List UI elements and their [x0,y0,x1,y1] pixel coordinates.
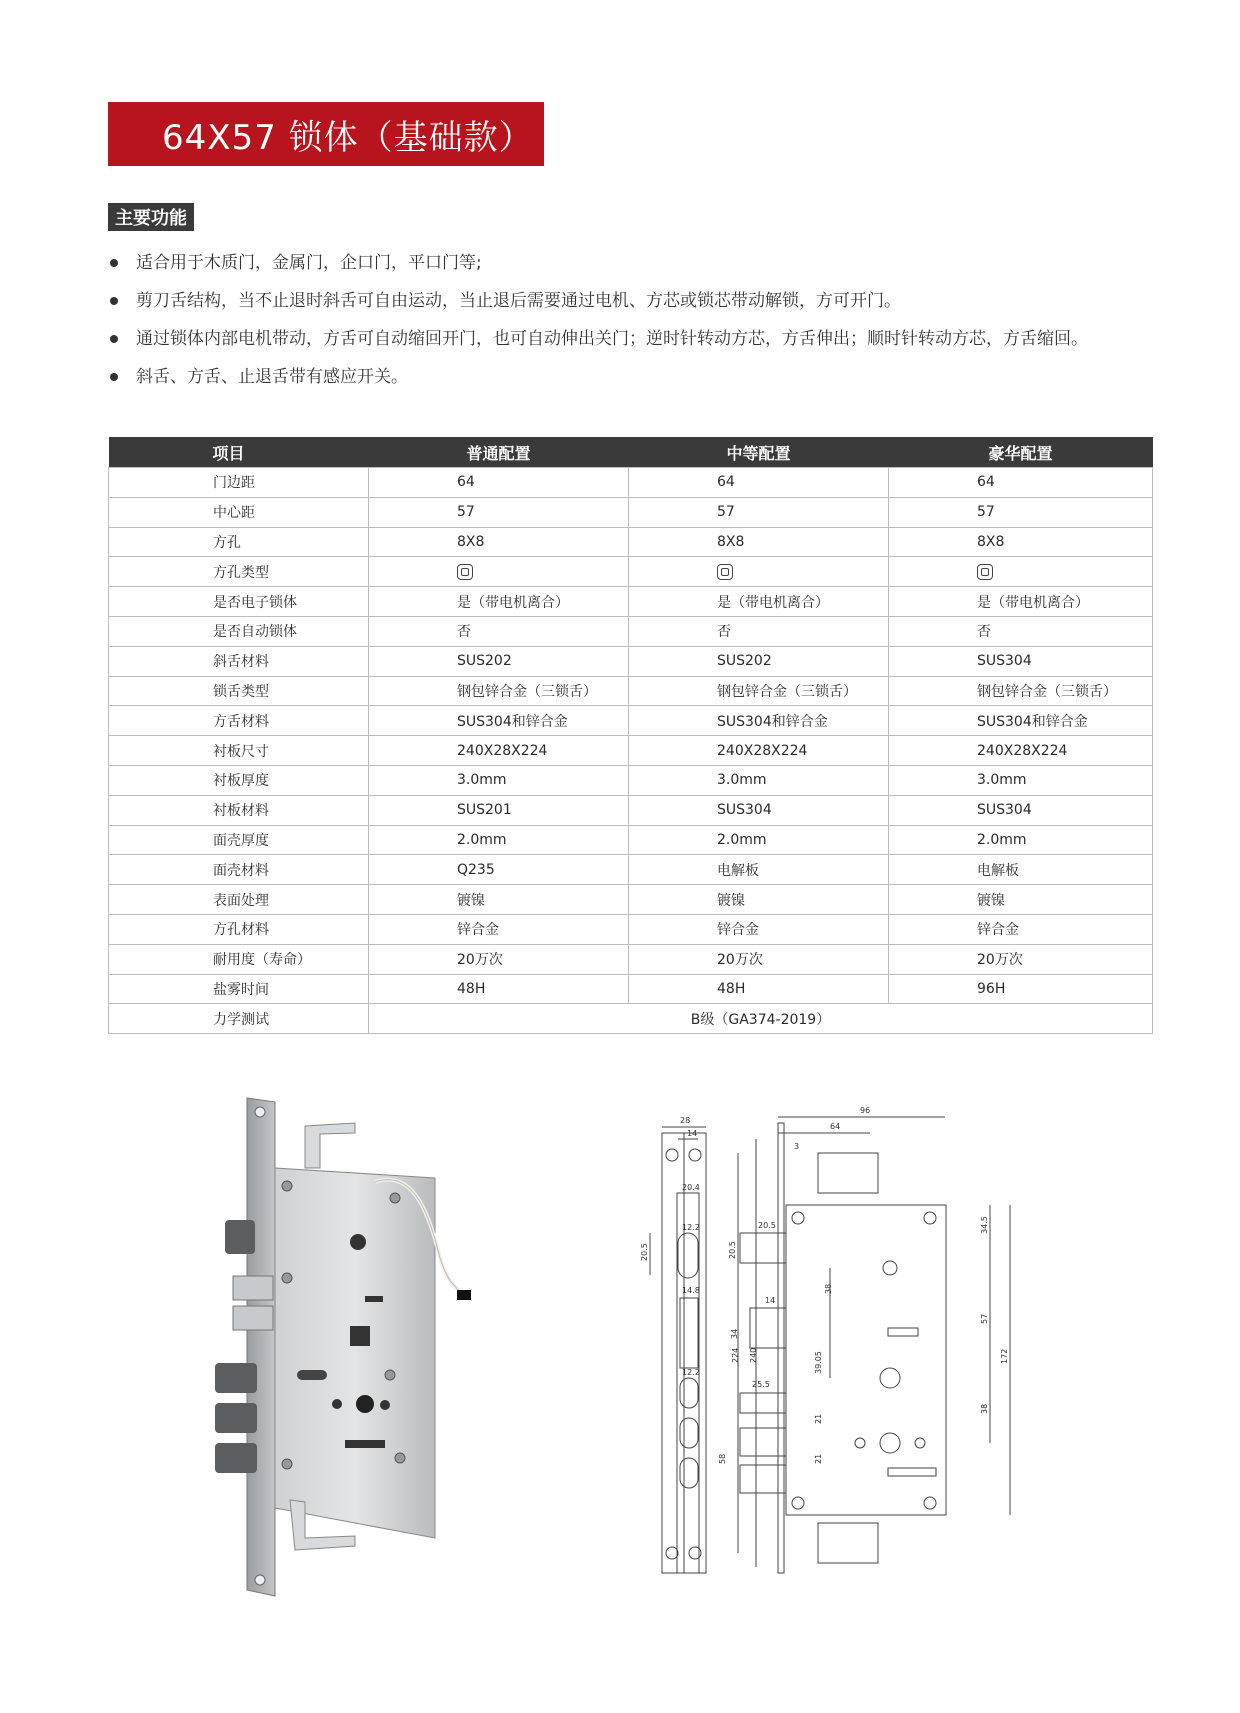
svg-text:3: 3 [794,1142,800,1151]
table-row [109,795,1153,825]
table-row [109,587,1153,617]
table-cell: 8X8 [629,527,889,557]
svg-text:14: 14 [687,1129,698,1138]
table-row [109,944,1153,974]
row-label: 衬板厚度 [109,765,369,795]
table-cell: 3.0mm [889,765,1153,795]
table-cell: 240X28X224 [369,736,629,766]
table-cell: 8X8 [369,527,629,557]
bullet-icon [110,259,118,267]
table-cell [369,557,629,587]
feature-text: 剪刀舌结构，当不止退时斜舌可自由运动，当止退后需要通过电机、方芯或锁芯带动解锁，方可开门。 [136,291,901,311]
table-body [109,468,1153,1034]
table-cell: 2.0mm [629,825,889,855]
table-cell: SUS304和锌合金 [369,706,629,736]
svg-text:12.2: 12.2 [682,1368,700,1377]
row-label: 斜舌材料 [109,646,369,676]
table-row [109,557,1153,587]
table-cell: SUS304和锌合金 [629,706,889,736]
list-item [108,250,1088,288]
table-cell: 电解板 [889,855,1153,885]
table-cell: 镀镍 [629,885,889,915]
table-cell: 是（带电机离合） [889,587,1153,617]
square-hole-icon [977,564,993,580]
row-label: 面壳厚度 [109,825,369,855]
bullet-icon [110,335,118,343]
square-hole-icon [457,564,473,580]
row-label: 方孔类型 [109,557,369,587]
table-cell: 20万次 [629,944,889,974]
list-item [108,288,1088,326]
table-row [109,527,1153,557]
table-cell: 否 [369,616,629,646]
svg-text:21: 21 [814,1453,823,1464]
table-cell: 电解板 [629,855,889,885]
table-cell [889,557,1153,587]
table-cell: 2.0mm [369,825,629,855]
table-cell: 20万次 [889,944,1153,974]
table-row [109,765,1153,795]
svg-text:12.2: 12.2 [682,1223,700,1232]
table-cell: 镀镍 [889,885,1153,915]
table-cell: SUS304 [889,795,1153,825]
row-label: 中心距 [109,497,369,527]
svg-text:57: 57 [980,1313,989,1324]
row-label: 表面处理 [109,885,369,915]
table-cell: SUS304 [629,795,889,825]
table-cell: 是（带电机离合） [629,587,889,617]
table-row [109,825,1153,855]
row-label: 面壳材料 [109,855,369,885]
table-row [109,706,1153,736]
table-header-row [109,437,1153,468]
square-hole-icon [717,564,733,580]
feature-list [108,250,1088,402]
table-cell: 锌合金 [889,914,1153,944]
row-label: 方孔材料 [109,914,369,944]
table-cell: 钢包锌合金（三锁舌） [629,676,889,706]
table-cell: 钢包锌合金（三锁舌） [369,676,629,706]
feature-text: 斜舌、方舌、止退舌带有感应开关。 [136,367,408,387]
table-cell: 镀镍 [369,885,629,915]
svg-text:38: 38 [824,1283,833,1294]
table-cell: 3.0mm [629,765,889,795]
table-row [109,468,1153,498]
table-cell: B级（GA374-2019） [369,1004,1153,1034]
svg-text:20.4: 20.4 [682,1183,700,1192]
table-cell: 8X8 [889,527,1153,557]
table-cell: SUS304和锌合金 [889,706,1153,736]
table-cell: 钢包锌合金（三锁舌） [889,676,1153,706]
table-cell: 64 [629,468,889,498]
table-cell: 是（带电机离合） [369,587,629,617]
table-cell: 否 [889,616,1153,646]
table-row [109,885,1153,915]
feature-text: 通过锁体内部电机带动，方舌可自动缩回开门，也可自动伸出关门；逆时针转动方芯，方舌伸出；顺时针转动方芯，方舌缩回。 [136,329,1088,349]
row-label: 衬板尺寸 [109,736,369,766]
table-cell: 48H [629,974,889,1004]
table-cell: SUS202 [629,646,889,676]
svg-text:20.5: 20.5 [728,1241,737,1259]
table-row [109,646,1153,676]
row-label: 盐雾时间 [109,974,369,1004]
table-cell: 64 [889,468,1153,498]
table-cell: SUS202 [369,646,629,676]
table-cell: 48H [369,974,629,1004]
list-item [108,326,1088,364]
svg-text:14.8: 14.8 [682,1286,700,1295]
bullet-icon [110,373,118,381]
table-row [109,1004,1153,1034]
table-cell: SUS304 [889,646,1153,676]
table-cell: 240X28X224 [889,736,1153,766]
feature-text: 适合用于木质门，金属门，企口门，平口门等; [136,253,482,273]
svg-text:96: 96 [860,1106,871,1115]
column-header: 普通配置 [369,437,629,468]
column-header: 豪华配置 [889,437,1153,468]
table-row [109,914,1153,944]
table-cell: 3.0mm [369,765,629,795]
svg-text:25.5: 25.5 [752,1380,770,1389]
bullet-icon [110,297,118,305]
table-cell: 20万次 [369,944,629,974]
table-cell: Q235 [369,855,629,885]
svg-text:39.05: 39.05 [814,1351,823,1374]
svg-text:34: 34 [730,1328,739,1339]
table-row [109,855,1153,885]
row-label: 方孔 [109,527,369,557]
table-cell: 96H [889,974,1153,1004]
row-label: 耐用度（寿命） [109,944,369,974]
svg-text:224: 224 [731,1347,740,1363]
table-cell: 57 [369,497,629,527]
svg-text:20.5: 20.5 [758,1221,776,1230]
row-label: 锁舌类型 [109,676,369,706]
spec-table [108,437,1153,1034]
table-row [109,736,1153,766]
svg-text:240: 240 [749,1347,758,1363]
table-cell: 锌合金 [629,914,889,944]
table-cell [629,557,889,587]
section-title: 主要功能 [108,203,194,231]
row-label: 方舌材料 [109,706,369,736]
table-row [109,676,1153,706]
table-cell: 240X28X224 [629,736,889,766]
row-label: 力学测试 [109,1004,369,1034]
column-header: 项目 [109,437,369,468]
table-cell: 锌合金 [369,914,629,944]
list-item [108,364,1088,402]
svg-text:64: 64 [830,1122,841,1131]
row-label: 是否电子锁体 [109,587,369,617]
row-label: 门边距 [109,468,369,498]
table-row [109,616,1153,646]
table-row [109,974,1153,1004]
table-cell: 57 [889,497,1153,527]
svg-text:38: 38 [980,1403,989,1414]
svg-text:14: 14 [765,1296,776,1305]
table-cell: 否 [629,616,889,646]
lock-body-photo [225,1098,545,1598]
svg-text:34.5: 34.5 [980,1216,989,1234]
table-cell: SUS201 [369,795,629,825]
table-cell: 2.0mm [889,825,1153,855]
row-label: 是否自动锁体 [109,616,369,646]
svg-text:20.5: 20.5 [640,1243,649,1261]
table-row [109,497,1153,527]
column-header: 中等配置 [629,437,889,468]
svg-text:28: 28 [680,1116,691,1125]
row-label: 衬板材料 [109,795,369,825]
page-title: 64X57 锁体（基础款） [108,102,544,166]
svg-text:21: 21 [814,1413,823,1424]
svg-text:172: 172 [1000,1348,1009,1364]
table-cell: 64 [369,468,629,498]
svg-text:58: 58 [718,1453,727,1464]
table-cell: 57 [629,497,889,527]
